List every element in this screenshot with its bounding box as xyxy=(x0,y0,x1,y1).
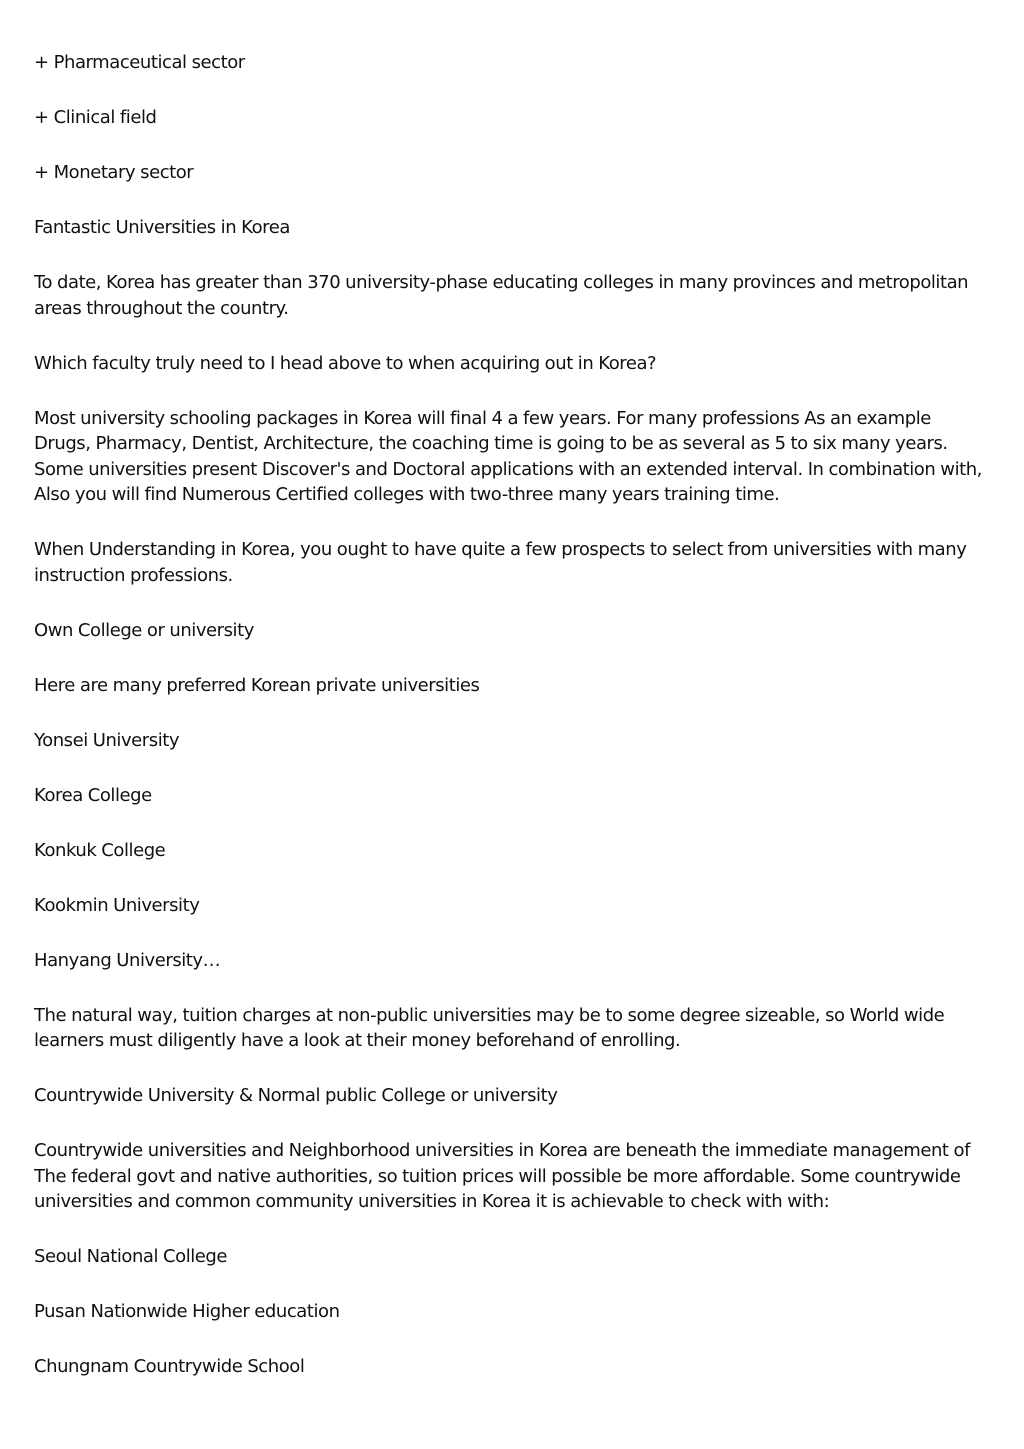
section-heading-universities: Fantastic Universities in Korea xyxy=(34,216,290,238)
section-heading-national: Countrywide University & Normal public College or university xyxy=(34,1085,558,1107)
paragraph-overview: To date, Korea has greater than 370 university-phase educating colleges in many provinces and metropolitan areas throughout the country. xyxy=(34,271,969,319)
paragraph-question: Which faculty truly need to I head above to when acquiring out in Korea? xyxy=(34,352,657,374)
paragraph-national: Countrywide universities and Neighborhood universities in Korea are beneath the immediate management of The federal govt and native authorities, so tuition prices will possible be more affordable. Some countrywide universities and common community universities in Korea it is achievable to check with with: xyxy=(34,1140,970,1213)
list-item-yonsei: Yonsei University xyxy=(34,729,180,751)
list-item-korea: Korea College xyxy=(34,784,152,806)
paragraph-programs: Most university schooling packages in Korea will final 4 a few years. For many professions As an example Drugs, Pharmacy, Dentist, Architecture, the coaching time is going to be as several as 5 to six many years. Some universities present Discover's and Doctoral applications with an extended interval. In combination with, Also you will find Numerous Certified colleges with two-three many years training time. xyxy=(34,407,982,506)
list-item-pusan: Pusan Nationwide Higher education xyxy=(34,1301,340,1323)
list-item-hanyang: Hanyang University… xyxy=(34,949,221,971)
document-body xyxy=(34,50,986,1409)
paragraph-prospects: When Understanding in Korea, you ought to have quite a few prospects to select from universities with many instruction professions. xyxy=(34,539,967,586)
list-item-pharmaceutical: + Pharmaceutical sector xyxy=(34,52,245,73)
list-item-chungnam: Chungnam Countrywide School xyxy=(34,1356,305,1378)
list-item-monetary: + Monetary sector xyxy=(34,161,194,183)
list-item-konkuk: Konkuk College xyxy=(34,839,166,861)
paragraph-private-intro: Here are many preferred Korean private universities xyxy=(34,674,480,696)
section-heading-private: Own College or university xyxy=(34,619,254,641)
list-item-seoul: Seoul National College xyxy=(34,1246,228,1268)
list-item-kookmin: Kookmin University xyxy=(34,894,200,916)
list-item-clinical: + Clinical field xyxy=(34,106,157,128)
paragraph-tuition: The natural way, tuition charges at non-public universities may be to some degree sizeable, so World wide learners must diligently have a look at their money beforehand of enrolling. xyxy=(34,1004,945,1052)
